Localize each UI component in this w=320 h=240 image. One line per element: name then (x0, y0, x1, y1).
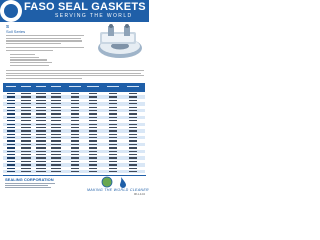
table-cell (7, 93, 15, 94)
table-cell (36, 154, 46, 155)
spec-sheet-page (0, 0, 149, 198)
table-cell (51, 171, 61, 172)
brand-tagline: SERVING THE WORLD (55, 13, 133, 19)
table-cell (51, 147, 61, 148)
table-cell (36, 96, 46, 97)
table-cell (71, 144, 79, 145)
table-cell (109, 151, 117, 152)
table-cell (51, 144, 61, 145)
table-cell (109, 110, 117, 111)
table-cell (109, 147, 117, 148)
table-cell (36, 130, 46, 131)
table-cell (109, 96, 117, 97)
table-cell (109, 137, 117, 138)
table-cell (36, 171, 46, 172)
table-cell (109, 144, 117, 145)
table-cell (71, 130, 79, 131)
table-cell (71, 161, 79, 162)
table-cell (7, 127, 15, 128)
table-cell (36, 144, 46, 145)
table-cell (51, 93, 61, 94)
table-cell (89, 103, 97, 104)
table-cell (36, 110, 46, 111)
table-cell (36, 168, 46, 169)
table-cell (51, 117, 61, 118)
intro-paragraph (6, 35, 84, 46)
table-cell (71, 134, 79, 135)
table-cell (129, 147, 137, 148)
table-cell (129, 137, 137, 138)
description-paragraph (6, 70, 144, 80)
table-cell (129, 134, 137, 135)
table-cell (7, 117, 15, 118)
table-cell (129, 130, 137, 131)
table-row (3, 170, 145, 173)
table-cell (89, 120, 97, 121)
table-cell (21, 154, 31, 155)
table-cell (129, 127, 137, 128)
table-cell (89, 107, 97, 108)
table-cell (21, 147, 31, 148)
table-cell (7, 144, 15, 145)
table-cell (36, 137, 46, 138)
table-cell (129, 124, 137, 125)
table-cell (7, 124, 15, 125)
table-cell (71, 171, 79, 172)
table-cell (51, 127, 61, 128)
table-cell (89, 164, 97, 165)
table-cell (7, 113, 15, 114)
table-cell (109, 161, 117, 162)
company-slogan: MAKING THE WORLD CLEANER (87, 188, 149, 192)
table-cell (109, 127, 117, 128)
table-cell (36, 134, 46, 135)
table-cell (71, 103, 79, 104)
table-cell (51, 110, 61, 111)
table-cell (89, 117, 97, 118)
table-cell (7, 140, 15, 141)
table-cell (7, 107, 15, 108)
table-cell (71, 151, 79, 152)
table-cell (109, 168, 117, 169)
table-cell (89, 134, 97, 135)
table-cell (89, 151, 97, 152)
table-cell (129, 151, 137, 152)
document-subtitle: Soll Series (6, 29, 26, 34)
table-cell (51, 120, 61, 121)
table-cell (36, 164, 46, 165)
table-cell (51, 113, 61, 114)
globe-drop-icon (95, 176, 135, 188)
table-cell (7, 96, 15, 97)
table-cell (129, 103, 137, 104)
table-cell (7, 171, 15, 172)
table-cell (129, 144, 137, 145)
table-cell (129, 110, 137, 111)
table-cell (71, 113, 79, 114)
table-cell (51, 137, 61, 138)
table-cell (71, 140, 79, 141)
table-cell (71, 120, 79, 121)
gasket-product-image-icon (90, 22, 146, 64)
seal-ring-logo-icon (0, 0, 22, 22)
table-cell (71, 154, 79, 155)
table-cell (109, 103, 117, 104)
table-cell (109, 100, 117, 101)
table-cell (21, 140, 31, 141)
header-banner (0, 0, 149, 22)
table-cell (36, 120, 46, 121)
table-cell (71, 164, 79, 165)
table-cell (7, 161, 15, 162)
table-cell (21, 171, 31, 172)
table-cell (7, 157, 15, 158)
table-cell (71, 100, 79, 101)
table-cell (21, 124, 31, 125)
table-cell (51, 124, 61, 125)
table-cell (21, 137, 31, 138)
table-cell (51, 107, 61, 108)
table-cell (21, 144, 31, 145)
table-cell (21, 127, 31, 128)
brand-name: FASO SEAL GASKETS (24, 1, 146, 13)
table-cell (51, 154, 61, 155)
document-title: S (6, 24, 10, 29)
table-cell (36, 140, 46, 141)
table-cell (21, 100, 31, 101)
feature-bullet-list (10, 54, 56, 67)
table-cell (89, 130, 97, 131)
table-cell (89, 168, 97, 169)
table-cell (129, 161, 137, 162)
table-cell (36, 157, 46, 158)
table-cell (21, 93, 31, 94)
table-cell (71, 107, 79, 108)
table-cell (89, 127, 97, 128)
table-cell (71, 110, 79, 111)
gasket-dimensions-table (3, 83, 145, 174)
table-cell (51, 151, 61, 152)
table-cell (36, 147, 46, 148)
table-cell (89, 157, 97, 158)
table-cell (71, 124, 79, 125)
table-cell (71, 93, 79, 94)
table-cell (21, 130, 31, 131)
table-cell (129, 100, 137, 101)
table-cell (21, 107, 31, 108)
table-cell (109, 120, 117, 121)
table-cell (129, 96, 137, 97)
table-cell (109, 93, 117, 94)
table-cell (89, 154, 97, 155)
company-address (5, 183, 55, 190)
table-cell (21, 151, 31, 152)
table-header (3, 83, 145, 92)
table-cell (36, 103, 46, 104)
table-cell (21, 96, 31, 97)
table-cell (89, 124, 97, 125)
table-cell (51, 157, 61, 158)
table-cell (89, 93, 97, 94)
table-cell (51, 164, 61, 165)
table-cell (109, 117, 117, 118)
table-cell (21, 161, 31, 162)
table-cell (109, 154, 117, 155)
table-cell (109, 107, 117, 108)
table-cell (89, 110, 97, 111)
table-cell (7, 134, 15, 135)
table-cell (7, 120, 15, 121)
table-cell (36, 117, 46, 118)
table-cell (89, 137, 97, 138)
table-cell (109, 140, 117, 141)
table-cell (89, 100, 97, 101)
table-cell (7, 168, 15, 169)
table-cell (89, 171, 97, 172)
table-cell (129, 140, 137, 141)
table-cell (109, 124, 117, 125)
table-cell (21, 164, 31, 165)
table-cell (129, 168, 137, 169)
table-cell (36, 93, 46, 94)
table-cell (129, 171, 137, 172)
table-cell (71, 96, 79, 97)
table-cell (51, 130, 61, 131)
table-cell (36, 151, 46, 152)
table-cell (129, 113, 137, 114)
table-cell (7, 103, 15, 104)
table-cell (89, 161, 97, 162)
table-cell (109, 171, 117, 172)
table-cell (51, 134, 61, 135)
secondary-paragraph (6, 47, 84, 52)
table-cell (71, 137, 79, 138)
table-cell (129, 93, 137, 94)
table-cell (109, 157, 117, 158)
table-cell (7, 147, 15, 148)
table-cell (21, 120, 31, 121)
table-cell (129, 157, 137, 158)
table-cell (71, 127, 79, 128)
table-cell (36, 124, 46, 125)
table-body (3, 92, 145, 173)
table-cell (89, 147, 97, 148)
table-cell (36, 107, 46, 108)
table-cell (51, 103, 61, 104)
table-cell (109, 130, 117, 131)
table-cell (89, 144, 97, 145)
table-cell (71, 157, 79, 158)
table-cell (7, 130, 15, 131)
table-cell (36, 127, 46, 128)
table-cell (51, 140, 61, 141)
table-cell (7, 110, 15, 111)
table-cell (71, 147, 79, 148)
table-cell (51, 96, 61, 97)
table-cell (7, 137, 15, 138)
table-cell (7, 100, 15, 101)
table-cell (21, 113, 31, 114)
table-cell (21, 157, 31, 158)
table-cell (89, 96, 97, 97)
table-cell (129, 107, 137, 108)
table-cell (89, 140, 97, 141)
table-cell (71, 117, 79, 118)
table-cell (109, 134, 117, 135)
table-cell (51, 168, 61, 169)
table-cell (7, 151, 15, 152)
table-cell (21, 168, 31, 169)
table-cell (51, 161, 61, 162)
table-cell (36, 100, 46, 101)
table-cell (71, 168, 79, 169)
table-cell (21, 103, 31, 104)
table-cell (129, 164, 137, 165)
table-cell (89, 113, 97, 114)
table-cell (51, 100, 61, 101)
table-cell (129, 120, 137, 121)
table-cell (21, 134, 31, 135)
document-code: 98-1-0-04 (134, 193, 145, 196)
table-cell (7, 154, 15, 155)
table-cell (109, 164, 117, 165)
table-cell (7, 164, 15, 165)
table-cell (109, 113, 117, 114)
table-cell (129, 117, 137, 118)
table-cell (36, 161, 46, 162)
table-cell (129, 154, 137, 155)
company-name: SEALING CORPORATION (5, 177, 54, 182)
table-cell (21, 117, 31, 118)
table-cell (21, 110, 31, 111)
table-cell (36, 113, 46, 114)
